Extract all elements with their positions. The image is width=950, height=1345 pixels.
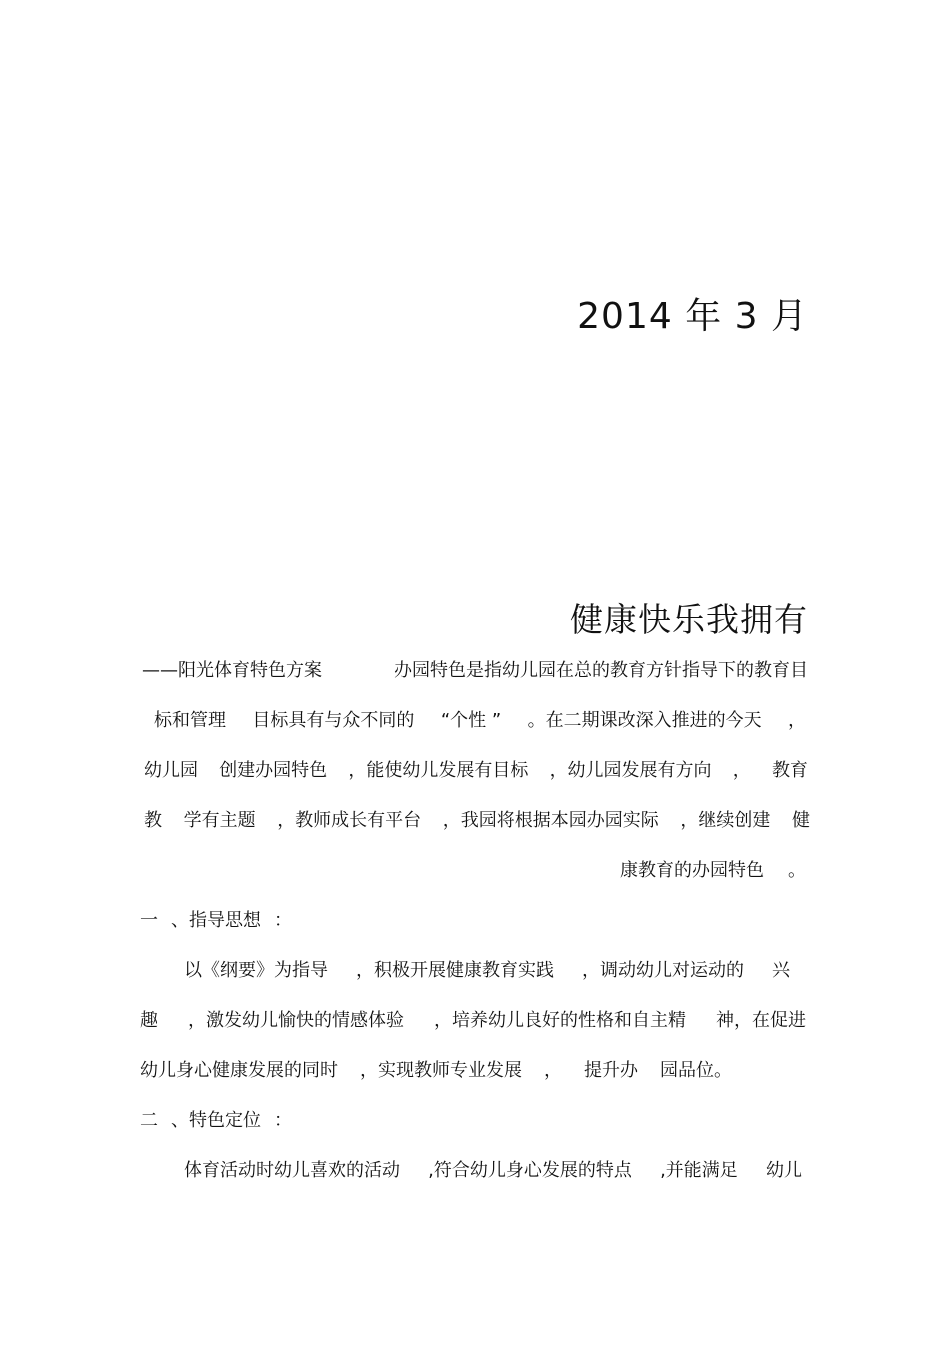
text-run: 创建办园特色: [219, 760, 328, 781]
text-run: 神，在促进: [716, 1010, 806, 1031]
text-run: 教育: [771, 760, 808, 781]
section2-line-1: [184, 1159, 802, 1183]
text-run: 趣: [140, 1010, 158, 1031]
text-run: ，: [544, 1060, 562, 1081]
text-run: 幼儿园: [144, 760, 198, 781]
heading-number: 二: [140, 1110, 158, 1131]
heading-number: 一: [140, 910, 158, 931]
text-run: 目标具有与众不同的: [252, 710, 415, 731]
text-run: ，: [788, 710, 806, 731]
text-run: 标和管理: [154, 710, 226, 731]
text-run: 体育活动时幼儿喜欢的活动: [184, 1160, 400, 1181]
text-run: 健: [791, 810, 810, 831]
heading-label: 、特色定位: [171, 1110, 261, 1131]
intro-line-1: [142, 659, 808, 683]
section-heading-feature-positioning: [140, 1109, 292, 1133]
text-run: ，积极开展健康教育实践: [356, 960, 554, 981]
text-run: 办园特色是指幼儿园在总的教育方针指导下的教育目: [394, 660, 808, 681]
text-run: 教: [144, 810, 162, 831]
text-run: ，继续创建: [680, 810, 771, 831]
text-run: 幼儿身心健康发展的同时: [140, 1060, 338, 1081]
heading-colon: ：: [274, 910, 292, 931]
text-run: ——阳光体育特色方案: [142, 660, 322, 681]
heading-colon: ：: [274, 1110, 292, 1131]
text-run: ，实现教师专业发展: [360, 1060, 522, 1081]
heading-label: 、指导思想: [171, 910, 261, 931]
intro-line-2: [154, 709, 806, 733]
text-run: 提升办: [584, 1060, 638, 1081]
text-run: 以《纲要》为指导: [184, 960, 328, 981]
text-run: 。: [788, 860, 806, 881]
text-run: ，能使幼儿发展有目标: [348, 760, 529, 781]
section-heading-guiding-thought: [140, 909, 292, 933]
document-date: 2014 年 3 月: [577, 296, 808, 337]
text-run: ，调动幼儿对运动的: [582, 960, 744, 981]
text-run: 幼儿: [765, 1160, 802, 1181]
intro-line-3: [144, 759, 808, 783]
text-run: 。在二期课改深入推进的今天: [527, 710, 762, 731]
document-title: 健康快乐我拥有: [570, 600, 808, 639]
text-run: 学有主题: [183, 810, 256, 831]
text-run: ，幼儿园发展有方向: [549, 760, 712, 781]
text-run: ，培养幼儿良好的性格和自主精: [434, 1010, 686, 1031]
text-run: 兴: [772, 960, 790, 981]
text-run: ,并能满足: [660, 1160, 738, 1181]
section1-line-3: [140, 1059, 732, 1083]
text-run: 康教育的办园特色: [620, 860, 764, 881]
section1-line-1: [184, 959, 790, 983]
section1-line-2: [140, 1009, 806, 1033]
intro-line-5: [620, 859, 806, 883]
text-run: 园品位。: [660, 1060, 732, 1081]
text-run: ，我园将根据本园办园实际: [442, 810, 659, 831]
text-run: ,符合幼儿身心发展的特点: [428, 1160, 632, 1181]
text-run: ，: [732, 760, 751, 781]
text-run: ，激发幼儿愉快的情感体验: [188, 1010, 404, 1031]
text-run: “个性 ”: [440, 710, 502, 731]
intro-line-4: [144, 809, 810, 833]
text-run: ，教师成长有平台: [277, 810, 422, 831]
